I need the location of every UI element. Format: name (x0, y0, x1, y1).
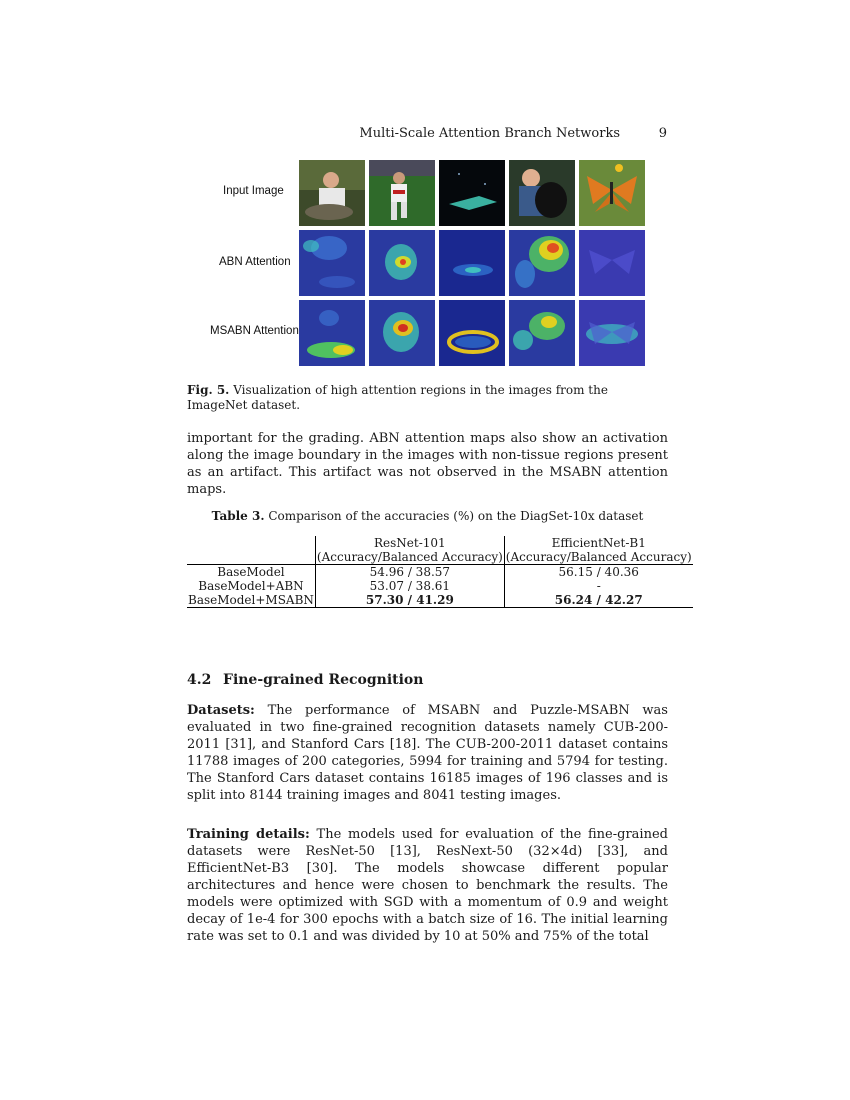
table-cell-model: BaseModel (187, 565, 315, 580)
input-image-rugby (369, 160, 435, 226)
training-label: Training details: (187, 827, 310, 842)
paragraph-datasets (187, 702, 668, 804)
abn-attention-butterfly (579, 230, 645, 296)
figure-5 (200, 160, 660, 370)
abn-attention-dark-object (439, 230, 505, 296)
abn-attention-boy-dog (509, 230, 575, 296)
msabn-attention-man-fish (299, 300, 365, 366)
table-3-caption (187, 509, 668, 523)
input-image-dark-object (439, 160, 505, 226)
msabn-attention-dark-object (439, 300, 505, 366)
paragraph-grading: important for the grading. ABN attention maps also show an activation along the image boundary in the images with non-tissue regions present as an artifact. This artifact was not observed in the MSABN attention maps. (187, 431, 668, 497)
paragraph-training (187, 826, 668, 945)
section-title: Fine-grained Recognition (223, 672, 424, 688)
section-number: 4.2 (187, 672, 212, 688)
table-cell-model: BaseModel+ABN (187, 579, 315, 593)
table-cell-resnet: 54.96 / 38.57 (315, 565, 504, 580)
msabn-attention-butterfly (579, 300, 645, 366)
table-header-empty (187, 536, 315, 550)
table-cell-efficientnet: - (596, 579, 601, 593)
figure-caption (187, 383, 668, 413)
table-cell-efficientnet: 56.24 / 42.27 (504, 593, 692, 608)
table-header-row (187, 536, 693, 550)
abn-attention-rugby (369, 230, 435, 296)
row-label-input: Input Image (223, 185, 284, 197)
running-title: Multi-Scale Attention Branch Networks (359, 126, 620, 141)
table-3-caption-text: Comparison of the accuracies (%) on the DiagSet-10x dataset (268, 509, 644, 523)
msabn-attention-rugby (369, 300, 435, 366)
abn-attention-man-fish (299, 230, 365, 296)
table-subheader-empty (187, 550, 315, 565)
table-row (187, 565, 693, 580)
table-header-resnet: ResNet-101 (315, 536, 504, 550)
table-3-caption-label: Table 3. (211, 509, 265, 523)
table-subheader-row (187, 550, 693, 565)
datasets-text: The performance of MSABN and Puzzle-MSABN was evaluated in two fine-grained recognition datasets namely CUB-200-2011 [31], and Stanford Cars [18]. The CUB-200-2011 dataset contains 11788 images of 200 categories, 5994 for training and 5794 for testing. The Stanford Cars dataset contains 16185 images of 196 classes and is split into 8144 training images and 8041 testing images. (187, 703, 668, 803)
table-cell-resnet: 53.07 / 38.61 (315, 579, 504, 593)
running-header (187, 126, 668, 144)
training-text: The models used for evaluation of the fine-grained datasets were ResNet-50 [13], ResNext-50 (32×4d) [33], and EfficientNet-B3 [30]. The models showcase different popular architectures and hence were chosen to benchmark the results. The models were optimized with SGD with a momentum of 0.9 and weight decay of 1e-4 for 300 epochs with a batch size of 16. The initial learning rate was set to 0.1 and was divided by 10 at 50% and 75% of the total (187, 827, 668, 944)
datasets-label: Datasets: (187, 703, 255, 718)
input-image-boy-dog (509, 160, 575, 226)
table-3 (187, 536, 693, 608)
table-cell-efficientnet: 56.15 / 40.36 (558, 565, 639, 579)
row-label-abn: ABN Attention (219, 256, 291, 268)
table-cell-resnet: 57.30 / 41.29 (315, 593, 504, 608)
input-image-man-fish (299, 160, 365, 226)
page-number: 9 (658, 126, 667, 141)
table-header-efficientnet: EfficientNet-B1 (551, 536, 646, 550)
table-row (187, 593, 693, 608)
figure-caption-label: Fig. 5. (187, 383, 230, 397)
section-heading (187, 672, 423, 688)
table-subheader-resnet: (Accuracy/Balanced Accuracy) (316, 550, 503, 564)
table-subheader-efficientnet: (Accuracy/Balanced Accuracy) (505, 550, 692, 564)
table-cell-model: BaseModel+MSABN (188, 593, 314, 607)
row-label-msabn: MSABN Attention (210, 325, 299, 337)
input-image-butterfly (579, 160, 645, 226)
table-row (187, 579, 693, 593)
msabn-attention-boy-dog (509, 300, 575, 366)
figure-caption-text: Visualization of high attention regions in the images from the ImageNet dataset. (187, 383, 608, 412)
